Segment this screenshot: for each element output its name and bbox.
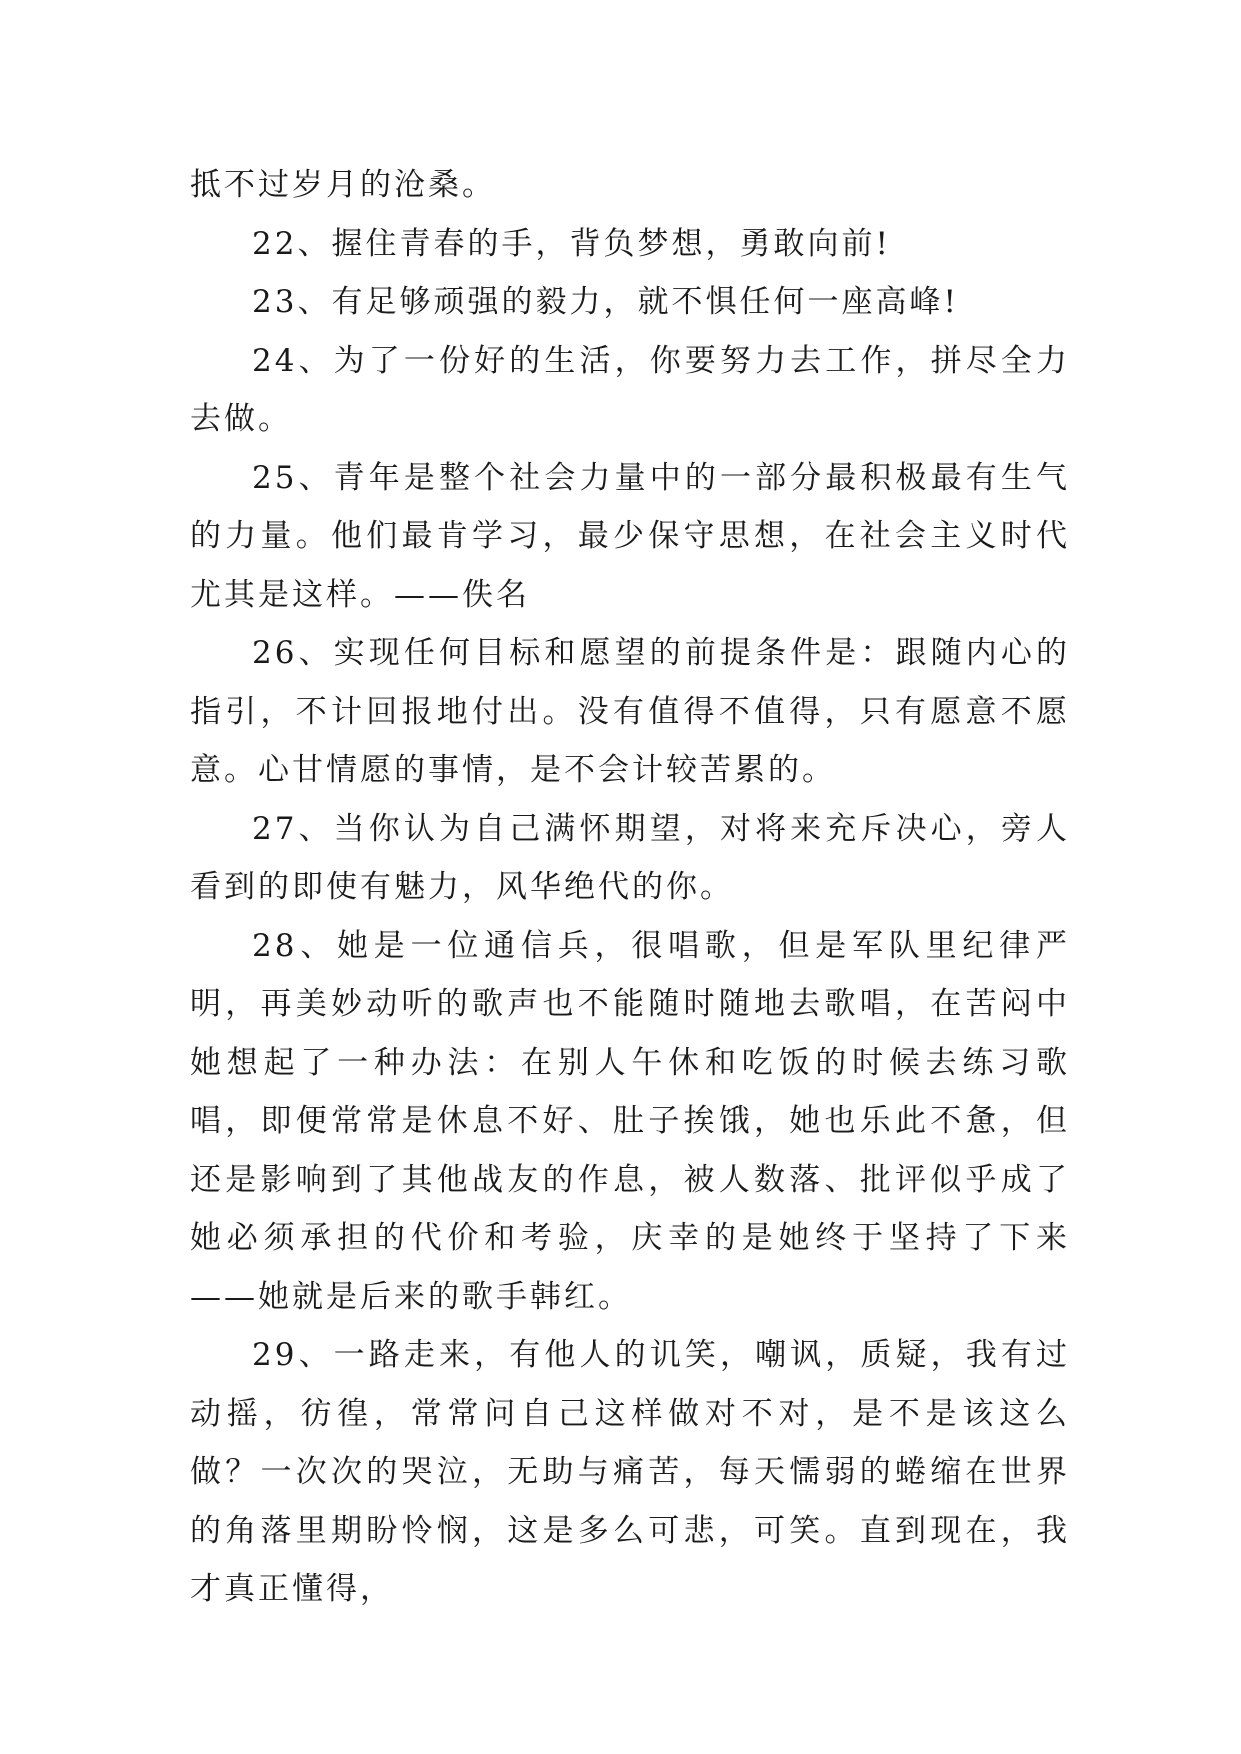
paragraph-26: 26、实现任何目标和愿望的前提条件是：跟随内心的指引，不计回报地付出。没有值得不值得，只有愿意不愿意。心甘情愿的事情，是不会计较苦累的。 — [190, 635, 1070, 788]
paragraph-22: 22、握住青春的手，背负梦想，勇敢向前! — [252, 225, 891, 262]
document-body — [190, 156, 1070, 1619]
paragraph-27: 27、当你认为自己满怀期望，对将来充斥决心，旁人看到的即使有魅力，风华绝代的你。 — [190, 810, 1070, 905]
paragraph-continuation: 抵不过岁月的沧桑。 — [190, 167, 496, 203]
paragraph-24: 24、为了一份好的生活，你要努力去工作，拼尽全力去做。 — [190, 342, 1070, 437]
paragraph-25: 25、青年是整个社会力量中的一部分最积极最有生气的力量。他们最肯学习，最少保守思想，在社会主义时代尤其是这样。——佚名 — [190, 459, 1070, 613]
paragraph-29: 29、一路走来，有他人的讥笑，嘲讽，质疑，我有过动摇，彷徨，常常问自己这样做对不对，是不是该这么做？一次次的哭泣，无助与痛苦，每天懦弱的蜷缩在世界的角落里期盼怜悯，这是多么可悲，可笑。直到现在，我才真正懂得， — [190, 1337, 1070, 1607]
paragraph-28: 28、她是一位通信兵，很唱歌，但是军队里纪律严明，再美妙动听的歌声也不能随时随地去歌唱，在苦闷中她想起了一种办法：在别人午休和吃饭的时候去练习歌唱，即便常常是休息不好、肚子挨饿，她也乐此不惫，但还是影响到了其他战友的作息，被人数落、批评似乎成了她必须承担的代价和考验，庆幸的是她终于坚持了下来——她就是后来的歌手韩红。 — [190, 927, 1070, 1315]
paragraph-23: 23、有足够顽强的毅力，就不惧任何一座高峰! — [252, 284, 959, 320]
